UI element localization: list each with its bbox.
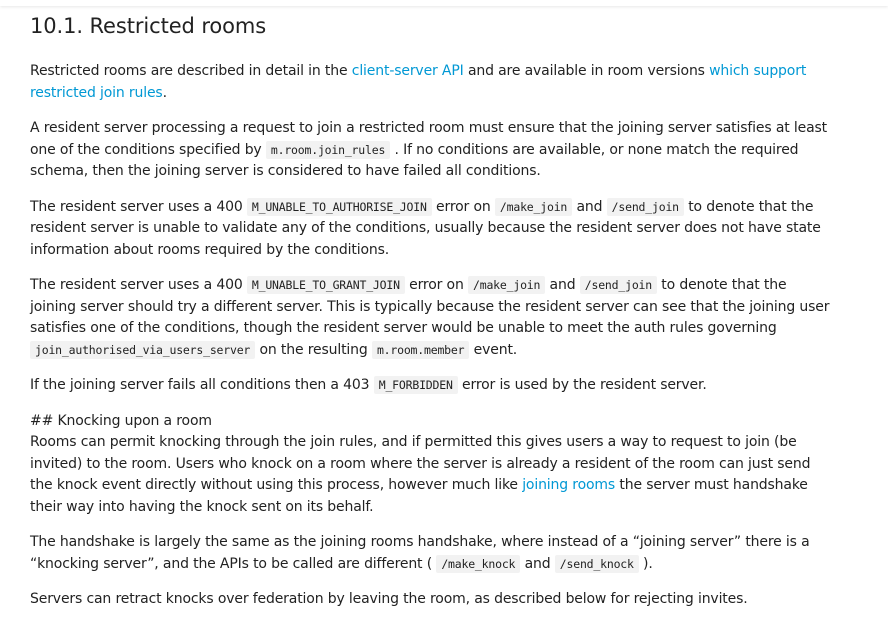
text-span: error on	[431, 198, 495, 215]
client-server-api-link[interactable]: client-server API	[351, 63, 464, 79]
joining-rooms-link[interactable]: joining rooms	[522, 477, 616, 493]
text-span: to denote that the resident server is unable to validate any of the conditions, usually because the resident server does not have state information about rooms required by the conditions.	[30, 198, 821, 258]
restricted-join-rules-link[interactable]: which support restricted join rules	[30, 63, 807, 101]
paragraph-knocking	[30, 411, 830, 519]
code-send-knock: /send_knock	[555, 555, 639, 573]
text-span: If the joining server fails all conditions then a 403	[30, 377, 374, 393]
code-join-authorised-via-users-server: join_authorised_via_users_server	[30, 341, 255, 359]
paragraph-join-conditions	[30, 118, 830, 183]
text-span: the server must handshake their way into having the knock sent on its behalf.	[30, 477, 808, 515]
text-span: ).	[638, 555, 653, 572]
code-make-knock: /make_knock	[436, 555, 520, 573]
text-span: and	[572, 198, 607, 215]
paragraph-retract-knocks	[30, 589, 830, 611]
paragraph-handshake	[30, 532, 830, 575]
paragraph-unable-to-grant	[30, 275, 830, 361]
knocking-heading: ## Knocking upon a room	[30, 412, 212, 429]
text-span: Rooms can permit knocking through the join rules, and if permitted this gives users a way to request to join (be invited) to the room. Users who knock on a room where the server is already a resident of the room can just send the knock event directly without using this process, however much like	[30, 434, 811, 493]
text-span: A resident server processing a request to join a restricted room must ensure that the joining server satisfies at least one of the conditions specified by	[30, 120, 828, 158]
section-title: 10.1. Restricted rooms	[30, 14, 267, 38]
text-span: and	[520, 555, 555, 572]
text-span: and	[545, 277, 580, 293]
paragraph-restricted-intro	[30, 61, 830, 104]
text-span: error on	[404, 277, 468, 293]
text-span: .	[162, 84, 167, 101]
document-content	[30, 10, 830, 611]
code-forbidden: M_FORBIDDEN	[374, 376, 458, 394]
top-bar	[0, 0, 888, 6]
code-send-join: /send_join	[580, 276, 657, 294]
text-span: Restricted rooms are described in detail in the	[30, 63, 352, 79]
text-span: . If no conditions are available, or none match the required schema, then the joining server is considered to have failed all conditions.	[30, 141, 799, 179]
text-span: event.	[469, 341, 518, 358]
text-span: error is used by the resident server.	[457, 377, 707, 393]
text-span: Servers can retract knocks over federation by leaving the room, as described below for rejecting invites.	[30, 591, 748, 607]
text-span: The resident server uses a 400	[30, 198, 247, 215]
code-send-join: /send_join	[607, 198, 684, 216]
paragraph-unable-to-authorise	[30, 197, 830, 262]
code-unable-to-grant-join: M_UNABLE_TO_GRANT_JOIN	[247, 276, 405, 294]
code-make-join: /make_join	[468, 276, 545, 294]
text-span: The handshake is largely the same as the joining rooms handshake, where instead of a “joining server” there is a “knocking server”, and the APIs to be called are different (	[30, 534, 810, 572]
code-join-rules: m.room.join_rules	[266, 141, 390, 159]
code-make-join: /make_join	[495, 198, 572, 216]
text-span: The resident server uses a 400	[30, 277, 247, 293]
code-room-member: m.room.member	[372, 341, 469, 359]
text-span: to denote that the joining server should try a different server. This is typically because the resident server can see that the joining user satisfies one of the conditions, though the resident server would be unable to meet the auth rules governing	[30, 277, 830, 336]
text-span: on the resulting	[255, 341, 372, 358]
code-unable-to-authorise-join: M_UNABLE_TO_AUTHORISE_JOIN	[247, 198, 432, 216]
text-span: and are available in room versions	[463, 63, 710, 79]
paragraph-forbidden	[30, 375, 830, 397]
